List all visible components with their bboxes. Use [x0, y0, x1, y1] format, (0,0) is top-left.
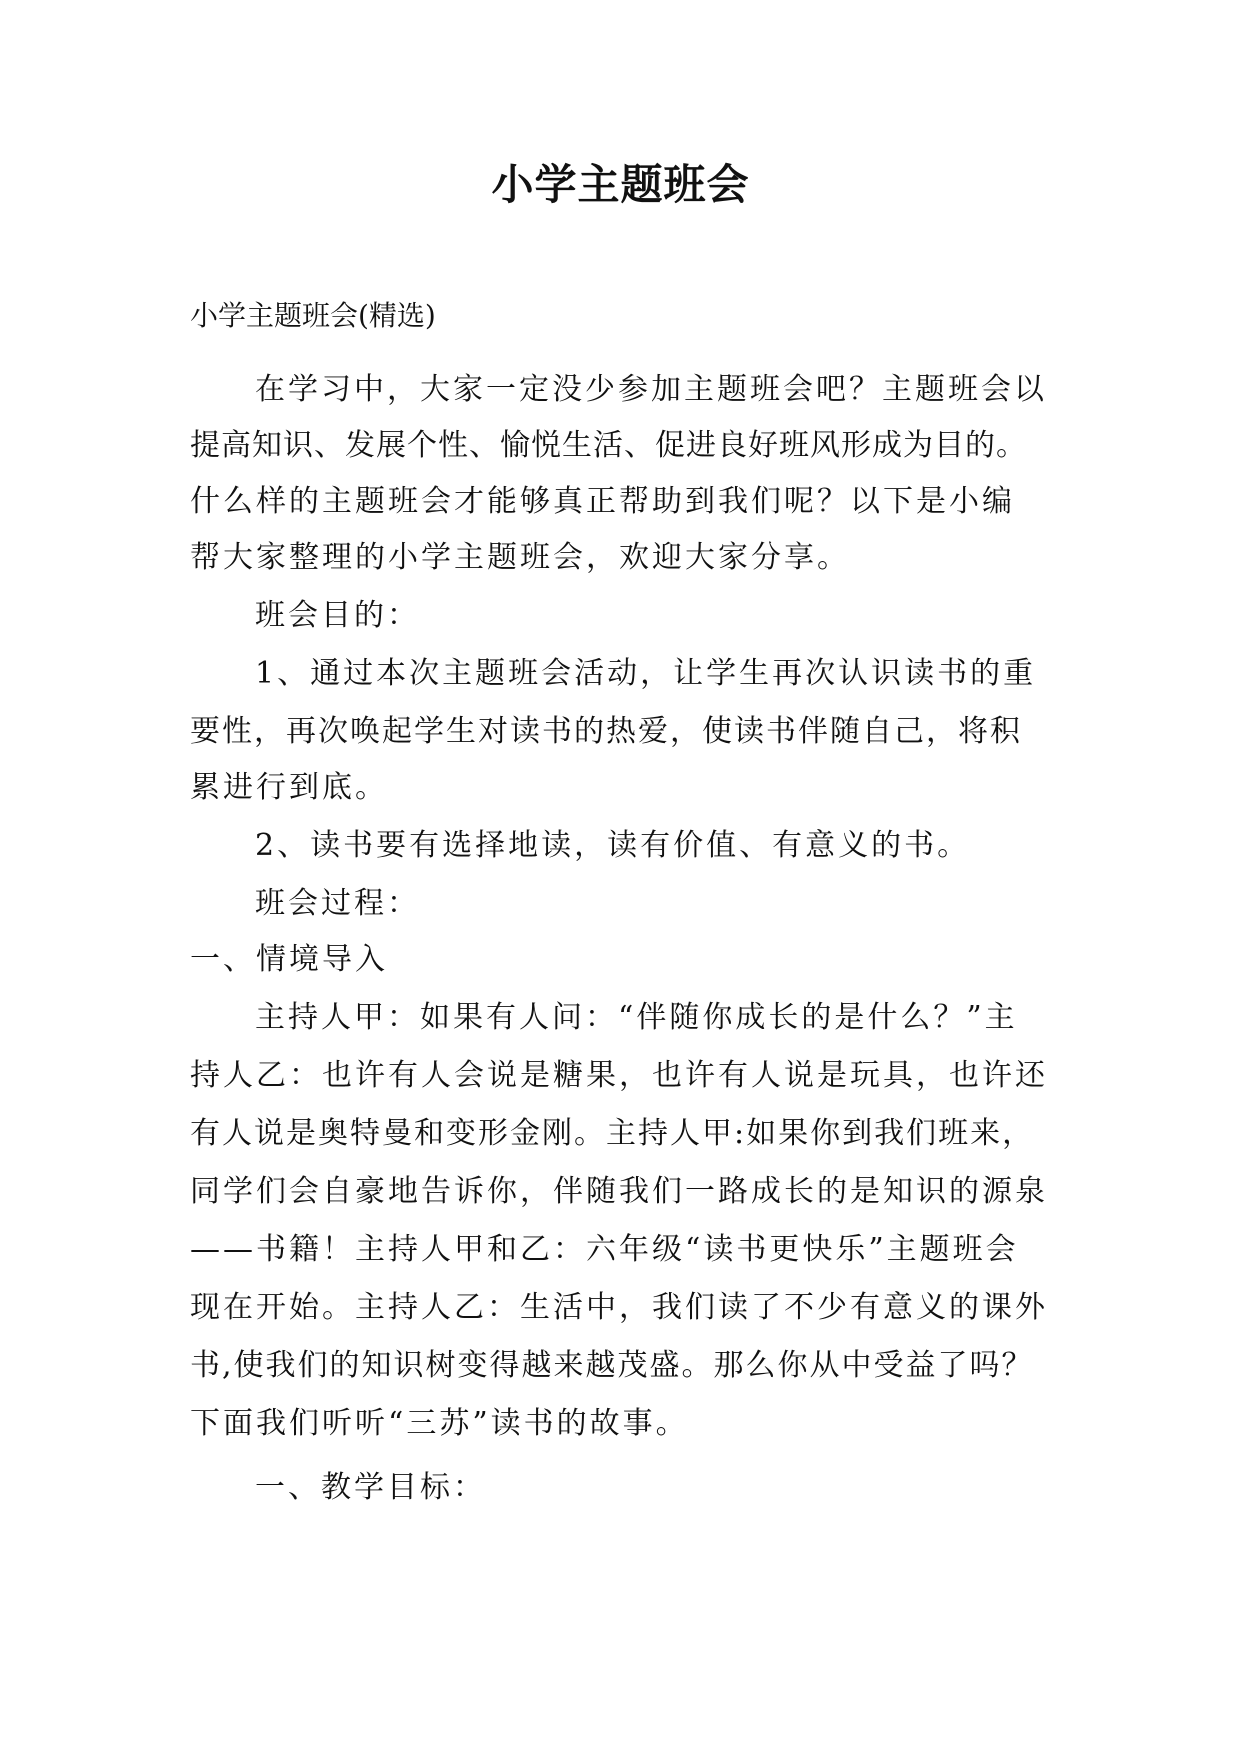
paragraph-line: 主持人甲：如果有人问：“伴随你成长的是什么？”主: [255, 1000, 1018, 1035]
paragraph-line: 1、通过本次主题班会活动，让学生再次认识读书的重: [255, 656, 1037, 691]
section-heading: 班会目的：: [255, 598, 420, 633]
section-heading: 一、情境导入: [190, 942, 388, 977]
document-subtitle: 小学主题班会(精选): [190, 299, 436, 332]
paragraph-line: 持人乙：也许有人会说是糖果，也许有人说是玩具，也许还: [190, 1058, 1048, 1093]
paragraph-line: 2、读书要有选择地读，读有价值、有意义的书。: [255, 828, 971, 863]
paragraph-line: 累进行到底。: [190, 770, 388, 805]
section-heading: 班会过程：: [255, 886, 420, 921]
section-heading: 一、教学目标：: [255, 1470, 486, 1505]
paragraph-line: 要性，再次唤起学生对读书的热爱，使读书伴随自己，将积: [190, 714, 1022, 749]
paragraph-line: 下面我们听听“三苏”读书的故事。: [190, 1406, 689, 1441]
paragraph-line: ——书籍！主持人甲和乙：六年级“读书更快乐”主题班会: [190, 1232, 1019, 1267]
paragraph-line: 有人说是奥特曼和变形金刚。主持人甲:如果你到我们班来，: [190, 1116, 1035, 1151]
paragraph-line: 同学们会自豪地告诉你，伴随我们一路成长的是知识的源泉: [190, 1174, 1048, 1209]
paragraph-line: 在学习中，大家一定没少参加主题班会吧？主题班会以: [255, 372, 1047, 407]
paragraph-line: 什么样的主题班会才能够真正帮助到我们呢？以下是小编: [190, 484, 1015, 519]
paragraph-line: 现在开始。主持人乙：生活中，我们读了不少有意义的课外: [190, 1290, 1048, 1325]
paragraph-line: 提高知识、发展个性、愉悦生活、促进良好班风形成为目的。: [190, 428, 1027, 463]
paragraph-line: 帮大家整理的小学主题班会，欢迎大家分享。: [190, 540, 850, 575]
document-title: 小学主题班会: [491, 160, 750, 209]
paragraph-line: 书,使我们的知识树变得越来越茂盛。那么你从中受益了吗？: [190, 1348, 1034, 1383]
